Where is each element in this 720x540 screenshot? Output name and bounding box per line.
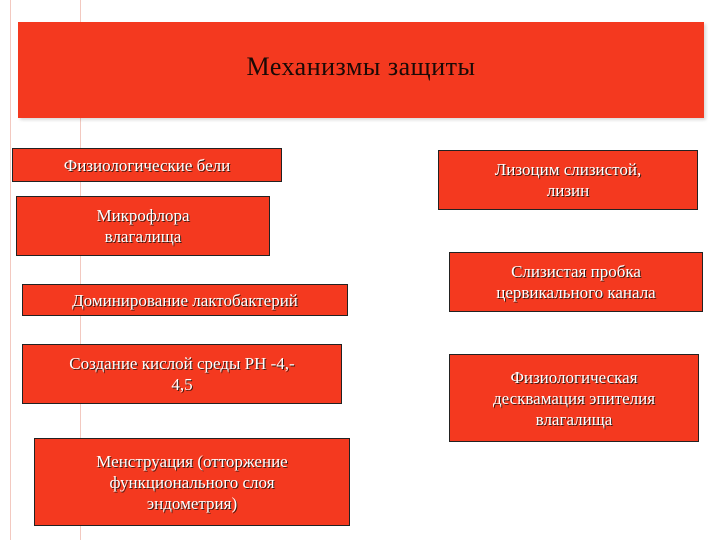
box-epithelial-desquamation: Физиологическая десквамация эпителия влагалища — [449, 354, 699, 442]
box-vaginal-microflora: Микрофлора влагалища — [16, 196, 270, 256]
box-menstruation: Менструация (отторжение функционального слоя эндометрия) — [34, 438, 350, 526]
page-title: Механизмы защиты — [246, 52, 476, 81]
decorative-line-left — [10, 0, 11, 540]
box-physiological-discharge: Физиологические бели — [12, 148, 282, 182]
box-cervical-mucus-plug: Слизистая пробка цервикального канала — [449, 252, 703, 312]
title-banner — [18, 22, 704, 118]
box-lactobacilli-dominance: Доминирование лактобактерий — [22, 284, 348, 316]
box-acidic-environment: Создание кислой среды РН -4,- 4,5 — [22, 344, 342, 404]
box-lysozyme: Лизоцим слизистой, лизин — [438, 150, 698, 210]
